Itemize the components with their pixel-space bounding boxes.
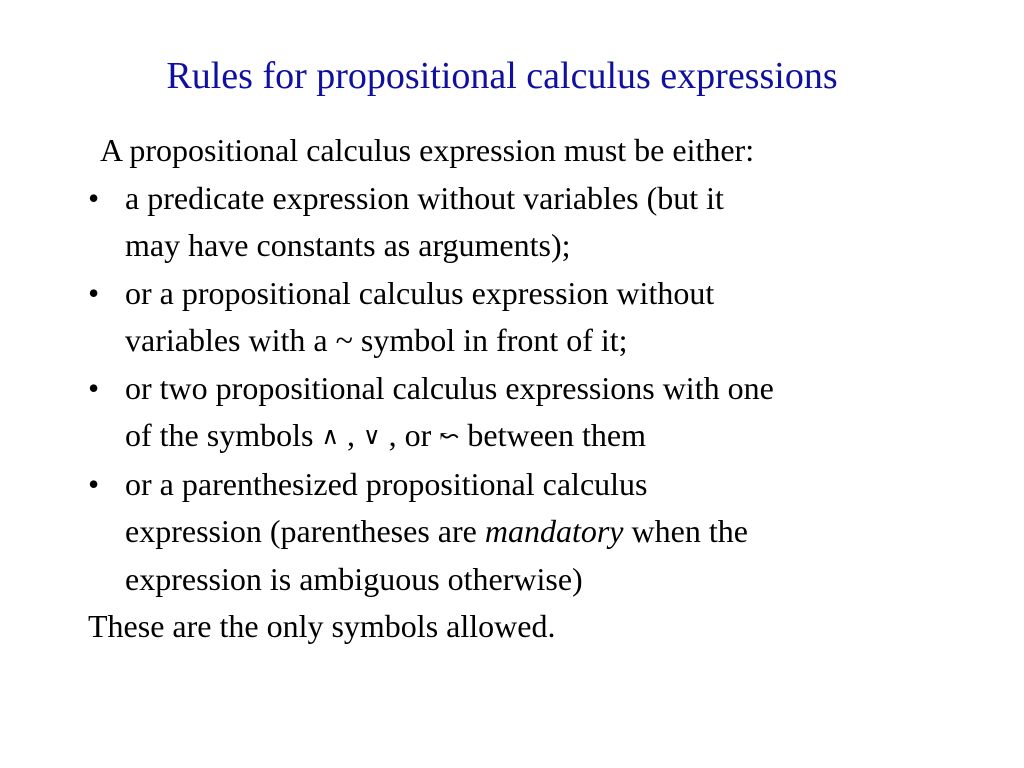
rule-line: variables with a ~ symbol in front of it; bbox=[125, 322, 628, 358]
rule-line: a predicate expression without variables (but it bbox=[125, 179, 724, 216]
slide-title: Rules for propositional calculus expressions bbox=[166, 55, 838, 97]
bullet-icon: • bbox=[88, 274, 100, 311]
rule-text: expression (parentheses are bbox=[125, 513, 485, 549]
rule-line: or a propositional calculus expression without bbox=[125, 274, 715, 311]
intro-text: A propositional calculus expression must be either: bbox=[100, 132, 755, 168]
slide-body bbox=[88, 127, 968, 651]
rule-text: of the symbols bbox=[125, 417, 322, 453]
rule-item-parentheses bbox=[88, 461, 968, 604]
rule-line: expression is ambiguous otherwise) bbox=[125, 560, 583, 597]
bullet-icon: • bbox=[88, 369, 100, 406]
rule-line-symbols bbox=[125, 412, 968, 461]
rule-item-negation bbox=[88, 270, 968, 365]
rules-list bbox=[88, 175, 968, 604]
rule-text: when the bbox=[623, 513, 748, 549]
bullet-icon: • bbox=[88, 179, 100, 216]
emphasis-text: mandatory bbox=[484, 513, 624, 549]
bullet-icon: • bbox=[88, 465, 100, 502]
rule-line: or a parenthesized propositional calculus bbox=[125, 465, 648, 502]
or-symbol-icon: ∨ bbox=[363, 422, 381, 450]
implies-symbol-icon: ↜ bbox=[439, 422, 460, 450]
rule-line: or two propositional calculus expressions with one bbox=[125, 369, 774, 406]
and-symbol-icon: ∧ bbox=[321, 422, 340, 450]
rule-text: between them bbox=[459, 417, 646, 453]
rule-item-predicate bbox=[88, 175, 968, 270]
rule-item-connectives bbox=[88, 365, 968, 461]
closing-text: These are the only symbols allowed. bbox=[88, 608, 556, 644]
rule-line: may have constants as arguments); bbox=[125, 227, 571, 263]
rule-line-emphasis bbox=[125, 508, 968, 556]
separator-text: , bbox=[339, 417, 364, 453]
separator-text: , or bbox=[380, 417, 440, 453]
